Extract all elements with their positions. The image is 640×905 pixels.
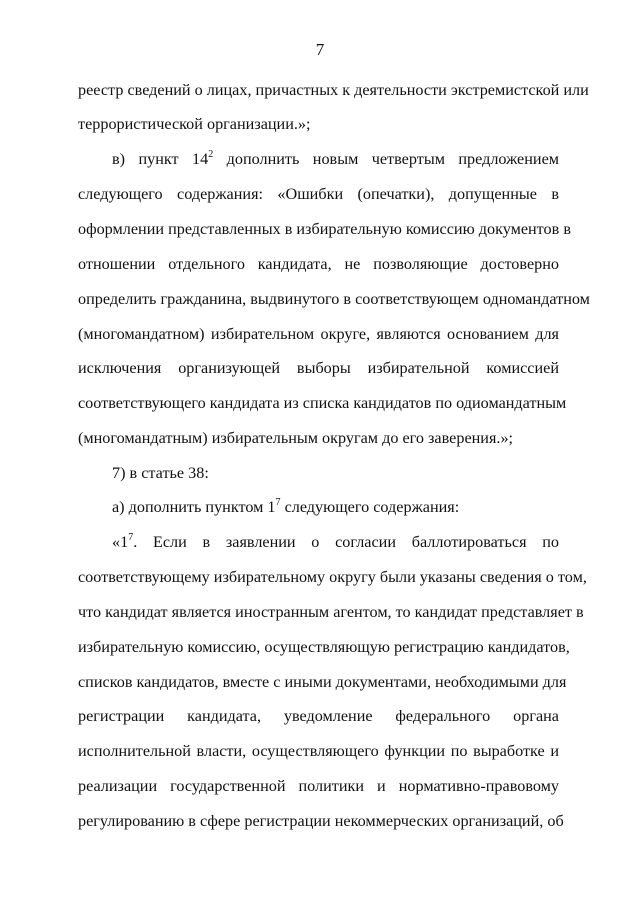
line-text: регулированию в сфере регистрации некоммерческих организаций, об	[78, 812, 564, 830]
line-text-post: дополнить новым четвертым предложением	[213, 150, 559, 168]
line-text: следующего содержания: «Ошибки (опечатки), допущенные в	[78, 185, 559, 203]
text-line-3	[112, 149, 559, 169]
superscript: 7	[275, 497, 281, 508]
line-text-post: следующего содержания:	[280, 498, 460, 516]
line-text: соответствующего кандидата из списка кандидатов по одиомандатным	[78, 394, 567, 412]
line-text-pre: в) пункт 14	[112, 150, 209, 168]
line-text: оформлении представленных в избирательную комиссию документов в	[78, 220, 571, 238]
line-text-post: . Если в заявлении о согласии баллотироваться по	[133, 533, 559, 551]
text-line-7	[78, 289, 590, 309]
line-text: регистрации кандидата, уведомление федерального органа	[78, 707, 559, 725]
text-line-16	[78, 602, 584, 622]
text-line-8	[78, 324, 559, 344]
line-text: (многомандатном) избирательном округе, являются основанием для	[78, 325, 559, 343]
line-text: (многомандатным) избирательным округам до его заверения.»;	[78, 429, 514, 447]
text-line-12	[112, 463, 559, 483]
line-text: террористической организации.»;	[78, 115, 311, 133]
line-text: 7) в статье 38:	[112, 464, 209, 482]
text-line-2	[78, 114, 559, 134]
text-line-18	[78, 672, 567, 692]
text-line-17	[78, 637, 570, 657]
line-text: списков кандидатов, вместе с иными документами, необходимыми для	[78, 673, 567, 691]
text-line-14	[112, 532, 559, 552]
line-text: отношении отдельного кандидата, не позволяющие достоверно	[78, 255, 559, 273]
superscript: 7	[128, 532, 134, 543]
page-number: 7	[315, 40, 325, 59]
line-text: исполнительной власти, осуществляющего функции по выработке и	[78, 742, 559, 760]
line-text: реестр сведений о лицах, причастных к деятельности экстремистской или	[78, 81, 589, 99]
text-line-15	[78, 567, 587, 587]
text-line-13	[112, 497, 559, 517]
text-line-6	[78, 254, 559, 274]
text-line-1	[78, 80, 589, 100]
text-line-22	[78, 811, 564, 831]
text-line-21	[78, 776, 559, 796]
line-text: определить гражданина, выдвинутого в соответствующем одномандатном	[78, 290, 590, 308]
line-text: избирательную комиссию, осуществляющую регистрацию кандидатов,	[78, 638, 570, 656]
text-line-9	[78, 358, 559, 378]
text-line-19	[78, 706, 559, 726]
text-line-10	[78, 393, 567, 413]
line-text: соответствующему избирательному округу были указаны сведения о том,	[78, 568, 587, 586]
text-line-11	[78, 428, 559, 448]
line-text-pre: а) дополнить пунктом 1	[112, 498, 276, 516]
line-text-pre: «1	[112, 533, 129, 551]
superscript: 2	[208, 149, 214, 160]
line-text: исключения организующей выборы избирательной комиссией	[78, 359, 559, 377]
text-line-20	[78, 741, 559, 761]
text-line-5	[78, 219, 571, 239]
line-text: что кандидат является иностранным агентом, то кандидат представляет в	[78, 603, 584, 621]
text-line-4	[78, 184, 559, 204]
line-text: реализации государственной политики и нормативно-правовому	[78, 777, 559, 795]
